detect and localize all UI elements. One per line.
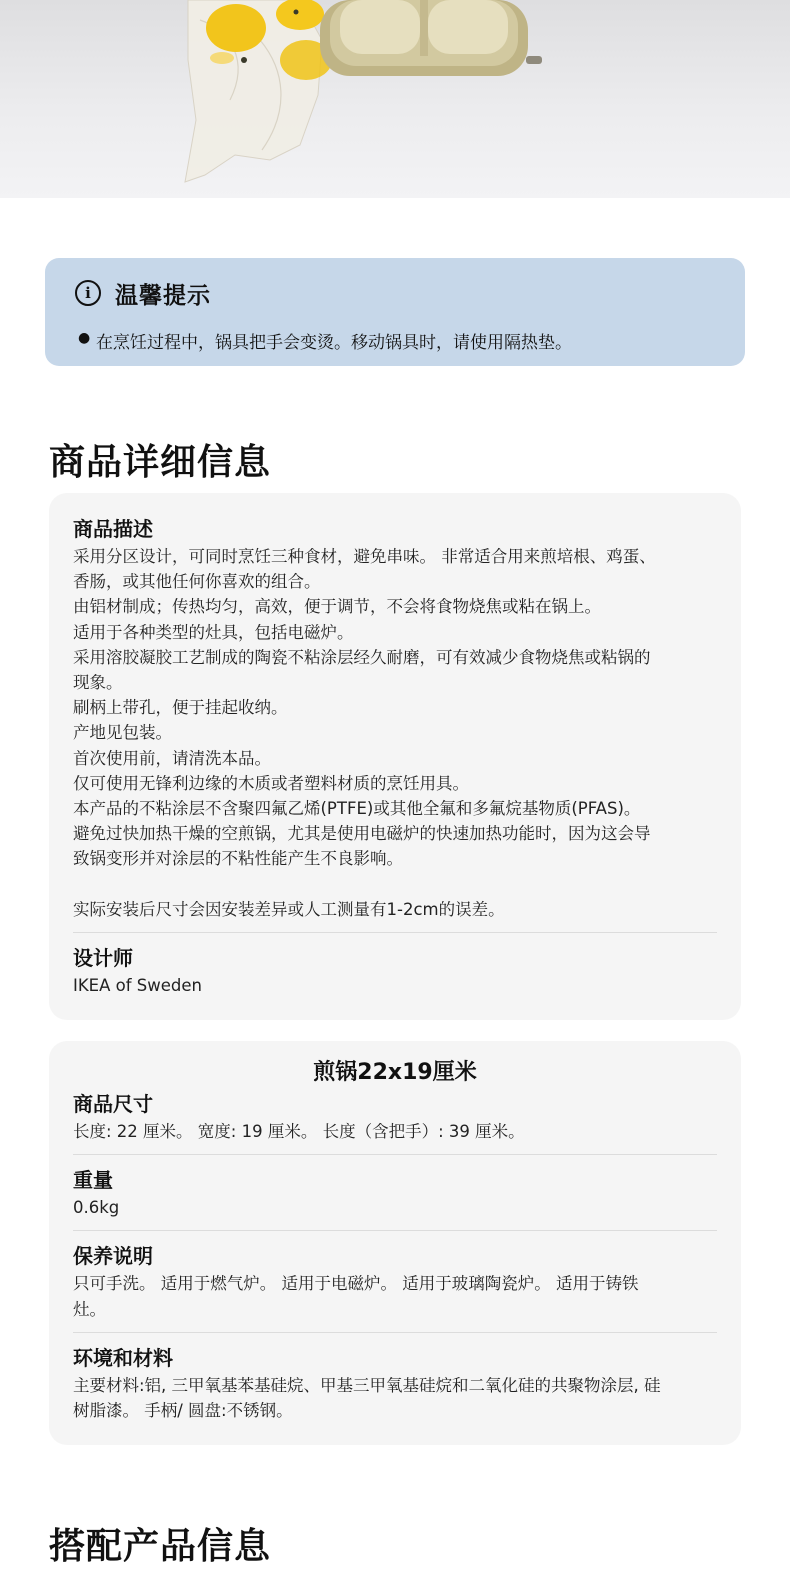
description-heading: 商品描述 (73, 517, 153, 541)
weight-heading: 重量 (73, 1168, 113, 1193)
description-line: 采用分区设计，可同时烹饪三种食材，避免串味。 非常适合用来煎培根、鸡蛋、 (73, 547, 656, 566)
notice-text: 在烹饪过程中，锅具把手会变烫。移动锅具时，请使用隔热垫。 (96, 333, 572, 353)
size-value: 长度: 22 厘米。 宽度: 19 厘米。 长度（含把手）: 39 厘米。 (73, 1122, 525, 1141)
notice-header (75, 278, 211, 308)
info-circle-icon: i (75, 280, 101, 306)
related-products-title: 搭配产品信息 (49, 1526, 272, 1567)
environment-line: 树脂漆。 手柄/ 圆盘:不锈钢。 (73, 1401, 293, 1421)
description-line: 现象。 (73, 673, 123, 693)
description-line: 本产品的不粘涂层不含聚四氟乙烯(PTFE)或其他全氟和多氟烷基物质(PFAS)。 (73, 799, 641, 819)
description-line: 香肠，或其他任何你喜欢的组合。 (73, 572, 321, 592)
notice-item (78, 328, 572, 353)
description-line: 仅可使用无锋利边缘的木质或者塑料材质的烹饪用具。 (73, 773, 469, 793)
description-line: 首次使用前，请清洗本品。 (73, 748, 271, 768)
details-card (49, 493, 741, 1020)
product-name: 煎锅22x19厘米 (313, 1060, 477, 1085)
product-photo-illustration (0, 0, 790, 198)
description-line: 避免过快加热干燥的空煎锅，尤其是使用电磁炉的快速加热功能时，因为这会导 (73, 824, 651, 844)
notice-title: 温馨提示 (115, 282, 211, 309)
care-line: 灶。 (73, 1299, 106, 1319)
divider (73, 1332, 717, 1333)
designer-value: IKEA of Sweden (73, 975, 202, 995)
description-line: 产地见包装。 (73, 723, 172, 743)
weight-value: 0.6kg (73, 1198, 120, 1218)
size-heading: 商品尺寸 (73, 1092, 153, 1116)
product-photo (0, 0, 790, 198)
description-line: 采用溶胶凝胶工艺制成的陶瓷不粘涂层经久耐磨，可有效减少食物烧焦或粘锅的 (73, 647, 651, 667)
designer-heading: 设计师 (73, 945, 133, 970)
description-line: 由铝材制成；传热均匀，高效，便于调节，不会将食物烧焦或粘在锅上。 (73, 597, 601, 617)
details-section-title: 商品详细信息 (49, 442, 272, 483)
description-line: 适用于各种类型的灶具，包括电磁炉。 (73, 622, 354, 642)
description-line: 刷柄上带孔，便于挂起收纳。 (73, 698, 288, 718)
divider (73, 1230, 717, 1231)
care-heading: 保养说明 (73, 1244, 153, 1269)
description-line: 致锅变形并对涂层的不粘性能产生不良影响。 (73, 849, 403, 869)
measurement-note: 实际安装后尺寸会因安装差异或人工测量有1-2cm的误差。 (73, 899, 505, 919)
care-line: 只可手洗。 适用于燃气炉。 适用于电磁炉。 适用于玻璃陶瓷炉。 适用于铸铁 (73, 1274, 639, 1294)
environment-heading: 环境和材料 (73, 1345, 173, 1370)
specs-card (49, 1041, 741, 1445)
divider (73, 1154, 717, 1155)
safety-notice (45, 258, 745, 366)
environment-line: 主要材料:铝, 三甲氧基苯基硅烷、甲基三甲氧基硅烷和二氧化硅的共聚物涂层, 硅 (73, 1375, 661, 1395)
divider (73, 932, 717, 933)
bullet-icon: ● (78, 330, 91, 346)
